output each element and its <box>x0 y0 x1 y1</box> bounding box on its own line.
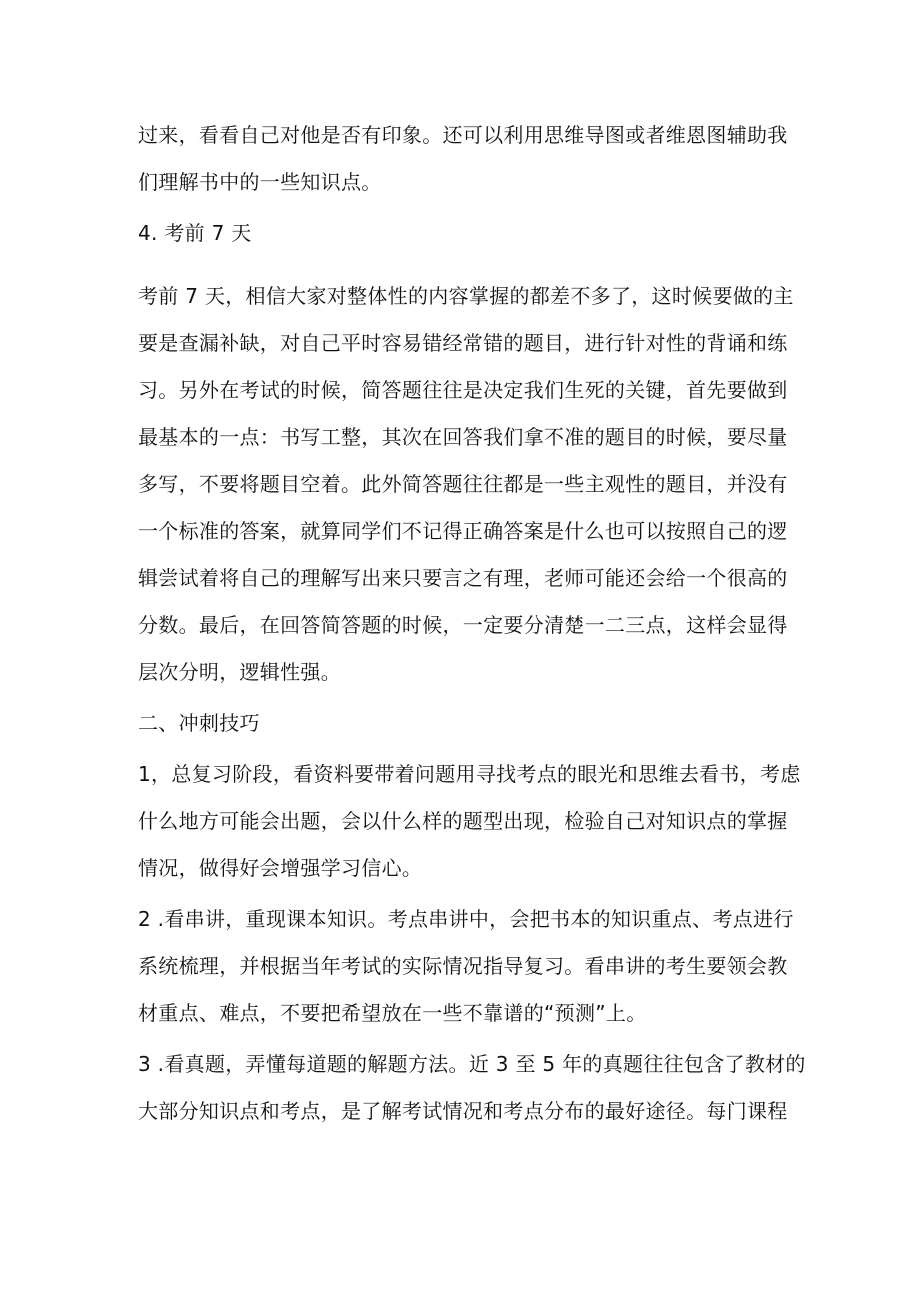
section-heading-sprint-tips <box>138 700 788 747</box>
paragraph-tip-1 <box>138 751 801 892</box>
text-line: 考前 7 天，相信大家对整体性的内容掌握的都差不多了，这时候要做的主 <box>138 284 794 308</box>
paragraph-tip-2 <box>138 896 794 1037</box>
text-line: 一个标准的答案，就算同学们不记得正确答案是什么也可以按照自己的逻 <box>138 519 788 543</box>
paragraph-7-days <box>138 273 794 696</box>
section-heading-7-days <box>138 210 788 257</box>
heading-text: 二、冲刺技巧 <box>138 711 260 735</box>
paragraph-recall <box>138 112 788 206</box>
text-line: 辑尝试着将自己的理解写出来只要言之有理，老师可能还会给一个很高的 <box>138 566 788 590</box>
paragraph-tip-3 <box>138 1041 806 1135</box>
text-line: 1，总复习阶段，看资料要带着问题用寻找考点的眼光和思维去看书，考虑 <box>138 762 801 786</box>
text-line: 要是查漏补缺，对自己平时容易错经常错的题目，进行针对性的背诵和练 <box>138 331 788 355</box>
text-line: 习。另外在考试的时候，简答题往往是决定我们生死的关键，首先要做到 <box>138 378 788 402</box>
text-line: 大部分知识点和考点，是了解考试情况和考点分布的最好途径。每门课程 <box>138 1099 788 1123</box>
text-line: 系统梳理，并根据当年考试的实际情况指导复习。看串讲的考生要领会教 <box>138 954 788 978</box>
heading-text: 4. 考前 7 天 <box>138 221 252 245</box>
text-line: 3 .看真题，弄懂每道题的解题方法。近 3 至 5 年的真题往往包含了教材的 <box>138 1052 806 1076</box>
text-line: 过来，看看自己对他是否有印象。还可以利用思维导图或者维恩图辅助我 <box>138 123 788 147</box>
text-line: 最基本的一点：书写工整，其次在回答我们拿不准的题目的时候，要尽量 <box>138 425 788 449</box>
text-line: 层次分明，逻辑性强。 <box>138 660 341 684</box>
text-line: 情况，做得好会增强学习信心。 <box>138 856 423 880</box>
text-line: 什么地方可能会出题，会以什么样的题型出现，检验自己对知识点的掌握 <box>138 809 788 833</box>
text-line: 材重点、难点，不要把希望放在一些不靠谱的“预测”上。 <box>138 1001 647 1025</box>
text-line: 多写，不要将题目空着。此外简答题往往都是一些主观性的题目，并没有 <box>138 472 788 496</box>
text-line: 们理解书中的一些知识点。 <box>138 170 382 194</box>
text-line: 分数。最后，在回答简答题的时候，一定要分清楚一二三点，这样会显得 <box>138 613 788 637</box>
text-line: 2 .看串讲，重现课本知识。考点串讲中，会把书本的知识重点、考点进行 <box>138 907 794 931</box>
document-page <box>138 112 806 1135</box>
